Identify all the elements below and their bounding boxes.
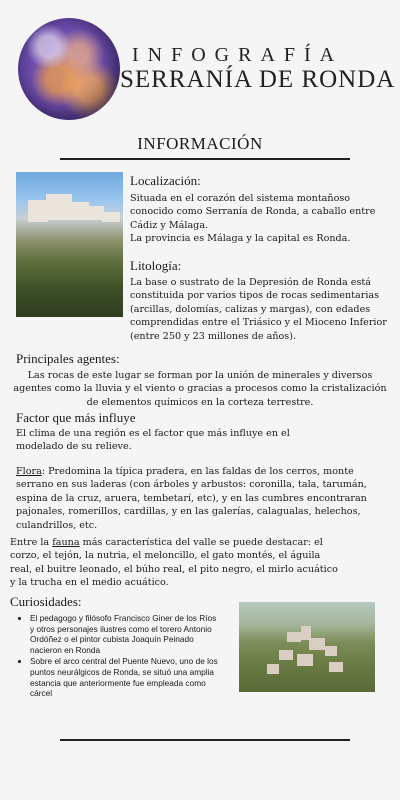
section-divider	[60, 158, 350, 160]
curiosidades-list-wrap	[16, 613, 222, 700]
agentes-text: Las rocas de este lugar se forman por la unión de minerales y diversos agentes como la lluvia y el viento o gracias a procesos como la cristalización de elementos químicos en la corteza terrestre.	[13, 370, 387, 408]
ronda-cliff-photo	[16, 172, 123, 317]
flora-text	[16, 465, 374, 532]
section-title: INFORMACIÓN	[137, 134, 263, 153]
main-title: SERRANÍA DE RONDA	[120, 66, 396, 93]
flora-body: : Predomina la típica pradera, en las faldas de los cerros, monte serrano en sus laderas (con árboles y arbustos: coronilla, tala, tarumán, espina de la cruz, aruera, tembetarí, etc), y en las cumbres encontraran pajonales, romerillos, cardillas, y en las galerías, calagualas, helechos, culandrillos, etc.	[16, 466, 367, 531]
localizacion-heading: Localización:	[130, 173, 201, 188]
factor-heading: Factor que más influye	[16, 410, 136, 425]
fauna-body: más característica del valle se puede destacar: el corzo, el tejón, la nutria, el meloncillo, el gato montés, el águila real, el buitre leonado, el búho real, el pito negro, el mirlo acuático y la trucha en el medio acuático.	[10, 537, 338, 589]
globe-image	[18, 18, 120, 120]
curiosidades-list	[16, 613, 222, 699]
fauna-text	[10, 536, 340, 590]
curiosidades-heading: Curiosidades:	[10, 594, 82, 609]
agentes-heading: Principales agentes:	[16, 351, 120, 366]
flora-label: Flora	[16, 466, 42, 477]
litologia-heading: Litología:	[130, 258, 182, 273]
litologia-text: La base o sustrato de la Depresión de Ronda está constituida por varios tipos de rocas sedimentarias (arcillas, dolomías, calizas y margas), con edades comprendidas entre el Triásico y el Mioceno Inferior (entre 250 y 23 millones de años).	[130, 277, 387, 342]
localizacion-text-2: La provincia es Málaga y la capital es Ronda.	[130, 233, 351, 245]
curiosidad-item: • El pedagogo y filósofo Francisco Giner de los Ríos y otros personajes ilustres como el torero Antonio Ordóñez o el pintor cubista Joaquín Peinado nacieron en Ronda	[30, 613, 222, 655]
ronda-aerial-photo	[239, 602, 375, 692]
fauna-prefix: Entre la	[10, 537, 53, 548]
kicker-title: INFOGRAFÍA	[132, 44, 344, 66]
fauna-label: fauna	[52, 537, 80, 548]
bottom-divider	[60, 739, 350, 741]
localizacion-text-1: Situada en el corazón del sistema montañoso conocido como Serranía de Ronda, a caballo entre Cádiz y Málaga.	[130, 193, 376, 231]
curiosidad-item: • Sobre el arco central del Puente Nuevo, uno de los puntos neurálgicos de Ronda, se situó una amplia estancia que anteriormente fue empleada como cárcel	[30, 656, 222, 698]
factor-text: El clima de una región es el factor que más influye en el modelado de su relieve.	[16, 428, 290, 453]
localizacion-text	[130, 192, 392, 246]
